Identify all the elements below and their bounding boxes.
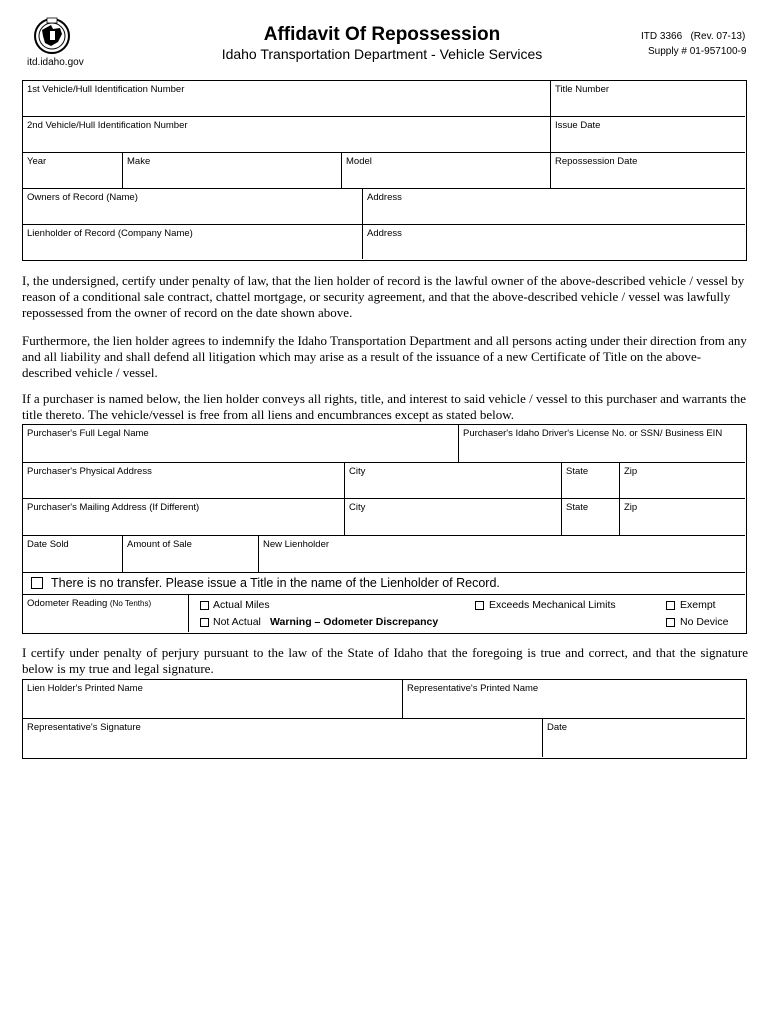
actual-miles-label: Actual Miles — [213, 599, 270, 611]
department-name: Idaho Transportation Department - Vehicle Services — [221, 46, 543, 62]
certification-paragraph-3: If a purchaser is named below, the lien holder conveys all rights, title, and interest to said vehicle / vessel to this purchaser and warrants the title thereto. The vehicle/vessel is free from all liens and encumbrances except as stated below. — [22, 391, 747, 422]
owner-address-label: Address — [367, 192, 402, 203]
amount-of-sale-field[interactable] — [123, 536, 259, 573]
exempt-checkbox[interactable] — [666, 601, 675, 610]
title-number-label: Title Number — [555, 84, 610, 95]
supply-number: Supply # 01-957100-9 — [648, 46, 747, 57]
mailing-address-label: Purchaser's Mailing Address (If Different) — [27, 502, 200, 513]
city2-label: City — [349, 502, 366, 513]
city1-label: City — [349, 466, 366, 477]
certification-paragraph-2: Furthermore, the lien holder agrees to indemnify the Idaho Transportation Department and all persons acting under their direction from any and all liability and shall defend all litigation which may arise as a result of the issuance of a new Certificate of Title on the above-described vehicle / vessel. — [22, 333, 747, 380]
state1-field[interactable] — [562, 463, 620, 499]
issue-date-field[interactable] — [551, 117, 745, 153]
rep-signature-label: Representative's Signature — [27, 722, 141, 733]
lien-holder-printed-name-field[interactable] — [23, 680, 403, 719]
issue-date-label: Issue Date — [555, 120, 601, 131]
no-device-label: No Device — [680, 616, 729, 628]
lienholder-address-label: Address — [367, 228, 402, 239]
lienholder-of-record-field[interactable] — [23, 225, 363, 259]
not-actual-label: Not Actual — [213, 616, 261, 628]
form-title: Affidavit Of Repossession — [263, 24, 501, 45]
zip1-field[interactable] — [620, 463, 745, 499]
city1-field[interactable] — [345, 463, 562, 499]
purchaser-license-field[interactable] — [459, 425, 745, 463]
lienholder-of-record-label: Lienholder of Record (Company Name) — [27, 228, 193, 239]
year-label: Year — [27, 156, 47, 167]
rep-printed-name-label: Representative's Printed Name — [407, 683, 539, 694]
exceeds-limits-label: Exceeds Mechanical Limits — [489, 599, 616, 611]
title-number-field[interactable] — [551, 81, 745, 117]
perjury-statement: I certify under penalty of perjury pursuant to the law of the State of Idaho that the foregoing is true and correct, and that the signature below is my true and legal signature. — [22, 645, 748, 676]
new-lienholder-field[interactable] — [259, 536, 745, 573]
actual-miles-checkbox[interactable] — [200, 601, 209, 610]
vin1-label: 1st Vehicle/Hull Identification Number — [27, 84, 185, 95]
mailing-address-field[interactable] — [23, 499, 345, 536]
odometer-note: (No Tenths) — [109, 599, 152, 608]
purchaser-section — [22, 424, 747, 634]
amount-of-sale-label: Amount of Sale — [127, 539, 192, 550]
physical-address-field[interactable] — [23, 463, 345, 499]
new-lienholder-label: New Lienholder — [263, 539, 330, 550]
rep-printed-name-field[interactable] — [403, 680, 745, 719]
odometer-warning: Warning – Odometer Discrepancy — [270, 616, 439, 628]
vin2-label: 2nd Vehicle/Hull Identification Number — [27, 120, 188, 131]
odometer-label-wrap — [27, 598, 151, 609]
certification-paragraph-1: I, the undersigned, certify under penalty of law, that the lien holder of record is the lawful owner of the above-described vehicle / vessel by reason of a conditional sale contract, chattel mortgage, or security agreement, and that the above-described vehicle / vessel was lawfully repossessed from the owner of record on the date shown above. — [22, 273, 745, 320]
make-field[interactable] — [123, 153, 342, 189]
signature-section — [22, 679, 747, 759]
zip2-label: Zip — [624, 502, 638, 513]
no-device-checkbox[interactable] — [666, 618, 675, 627]
not-actual-checkbox[interactable] — [200, 618, 209, 627]
vin1-field[interactable] — [23, 81, 551, 117]
zip2-field[interactable] — [620, 499, 745, 536]
odometer-label-cell — [23, 595, 189, 632]
zip1-label: Zip — [624, 466, 638, 477]
owner-address-field[interactable] — [363, 189, 745, 225]
no-transfer-label: There is no transfer. Please issue a Title in the name of the Lienholder of Record. — [51, 576, 500, 590]
signature-date-field[interactable] — [543, 719, 745, 757]
model-field[interactable] — [342, 153, 551, 189]
rep-signature-field[interactable] — [23, 719, 543, 757]
repossession-date-label: Repossession Date — [555, 156, 638, 167]
form-number: ITD 3366 (Rev. 07-13) — [641, 31, 746, 42]
lien-holder-printed-name-label: Lien Holder's Printed Name — [27, 683, 143, 694]
signature-date-label: Date — [547, 722, 568, 733]
make-label: Make — [127, 156, 151, 167]
purchaser-name-label: Purchaser's Full Legal Name — [27, 428, 149, 439]
odometer-label: Odometer Reading — [27, 598, 108, 609]
city2-field[interactable] — [345, 499, 562, 536]
vin2-field[interactable] — [23, 117, 551, 153]
date-sold-label: Date Sold — [27, 539, 69, 550]
purchaser-name-field[interactable] — [23, 425, 459, 463]
model-label: Model — [346, 156, 372, 167]
state2-field[interactable] — [562, 499, 620, 536]
idaho-seal-logo — [33, 16, 71, 56]
exceeds-limits-checkbox[interactable] — [475, 601, 484, 610]
purchaser-license-label: Purchaser's Idaho Driver's License No. or SSN/ Business EIN — [463, 428, 723, 439]
owners-of-record-label: Owners of Record (Name) — [27, 192, 138, 203]
physical-address-label: Purchaser's Physical Address — [27, 466, 152, 477]
state1-label: State — [566, 466, 589, 477]
vehicle-section — [22, 80, 747, 261]
year-field[interactable] — [23, 153, 123, 189]
state2-label: State — [566, 502, 589, 513]
exempt-label: Exempt — [680, 599, 716, 611]
website-url: itd.idaho.gov — [27, 57, 84, 68]
repossession-date-field[interactable] — [551, 153, 745, 189]
date-sold-field[interactable] — [23, 536, 123, 573]
owners-of-record-field[interactable] — [23, 189, 363, 225]
lienholder-address-field[interactable] — [363, 225, 745, 259]
no-transfer-row — [23, 573, 745, 595]
no-transfer-checkbox[interactable] — [31, 577, 43, 589]
